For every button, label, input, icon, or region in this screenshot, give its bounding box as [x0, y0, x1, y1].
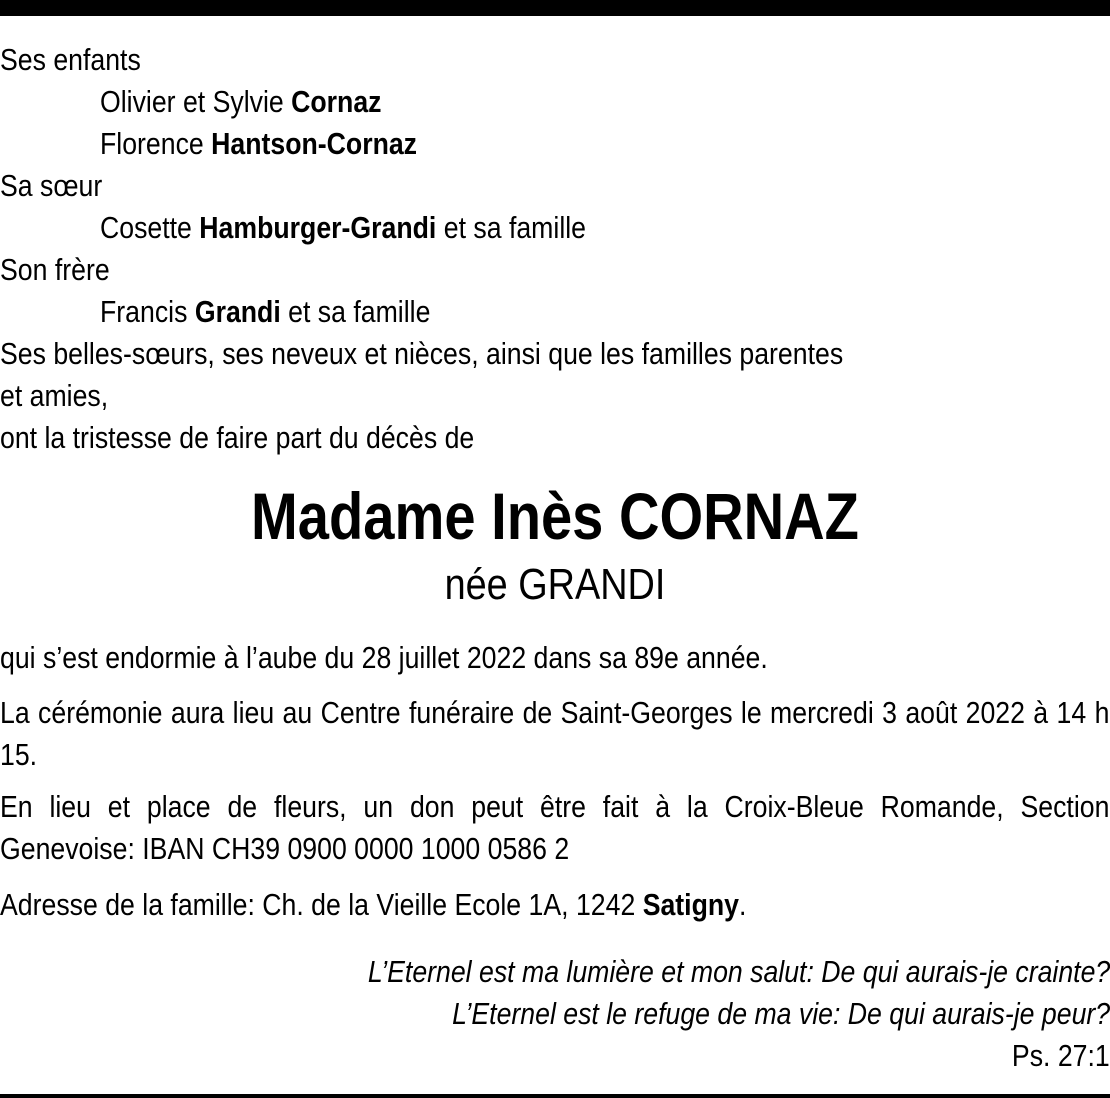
child-2-given: Florence [100, 126, 204, 161]
extended-family-line-1: Ses belles-sœurs, ses neveux et nièces, ainsi que les familles parentes [0, 336, 844, 371]
sister [100, 207, 586, 249]
death-notice-text: qui s’est endormie à l’aube du 28 juillet 2022 dans sa 89e année. [0, 640, 768, 675]
sister-surname: Hamburger-Grandi [199, 210, 437, 245]
child-2 [100, 123, 417, 165]
maiden-name: née GRANDI [444, 560, 666, 609]
verse-line-2: L’Eternel est le refuge de ma vie: De qui aurais-je peur? [452, 996, 1110, 1031]
announcement-text: ont la tristesse de faire part du décès de [0, 420, 475, 455]
address-city: Satigny [642, 887, 739, 922]
children-heading: Ses enfants [0, 42, 141, 77]
verse-line-1: L’Eternel est ma lumière et mon salut: De qui aurais-je crainte? [367, 954, 1110, 989]
brother-suffix: et sa famille [288, 294, 431, 329]
donation-text: En lieu et place de fleurs, un don peut être fait à la Croix-Bleue Romande, Section Genevoise: IBAN CH39 0900 0000 1000 0586 2 [0, 789, 1110, 866]
extended-family-line-2: et amies, [0, 378, 109, 413]
sister-suffix: et sa famille [443, 210, 586, 245]
child-1-surname: Cornaz [291, 84, 382, 119]
brother-surname: Grandi [194, 294, 281, 329]
address-street: Adresse de la famille: Ch. de la Vieille Ecole 1A, 1242 [0, 887, 636, 922]
address-period: . [738, 887, 747, 922]
bottom-border-rule [0, 1094, 1110, 1098]
brother [100, 291, 430, 333]
child-1-given: Olivier et Sylvie [100, 84, 284, 119]
brother-given: Francis [100, 294, 188, 329]
brother-heading: Son frère [0, 252, 110, 287]
child-1 [100, 81, 381, 123]
verse-reference: Ps. 27:1 [1012, 1038, 1110, 1073]
family-address [0, 884, 746, 926]
sister-heading: Sa sœur [0, 168, 103, 203]
top-border-rule [0, 0, 1110, 16]
deceased-name: Madame Inès CORNAZ [251, 479, 859, 553]
ceremony-text: La cérémonie aura lieu au Centre funéraire de Saint-Georges le mercredi 3 août 2022 à 14 h 15. [0, 695, 1110, 772]
child-2-surname: Hantson-Cornaz [211, 126, 418, 161]
sister-given: Cosette [100, 210, 192, 245]
